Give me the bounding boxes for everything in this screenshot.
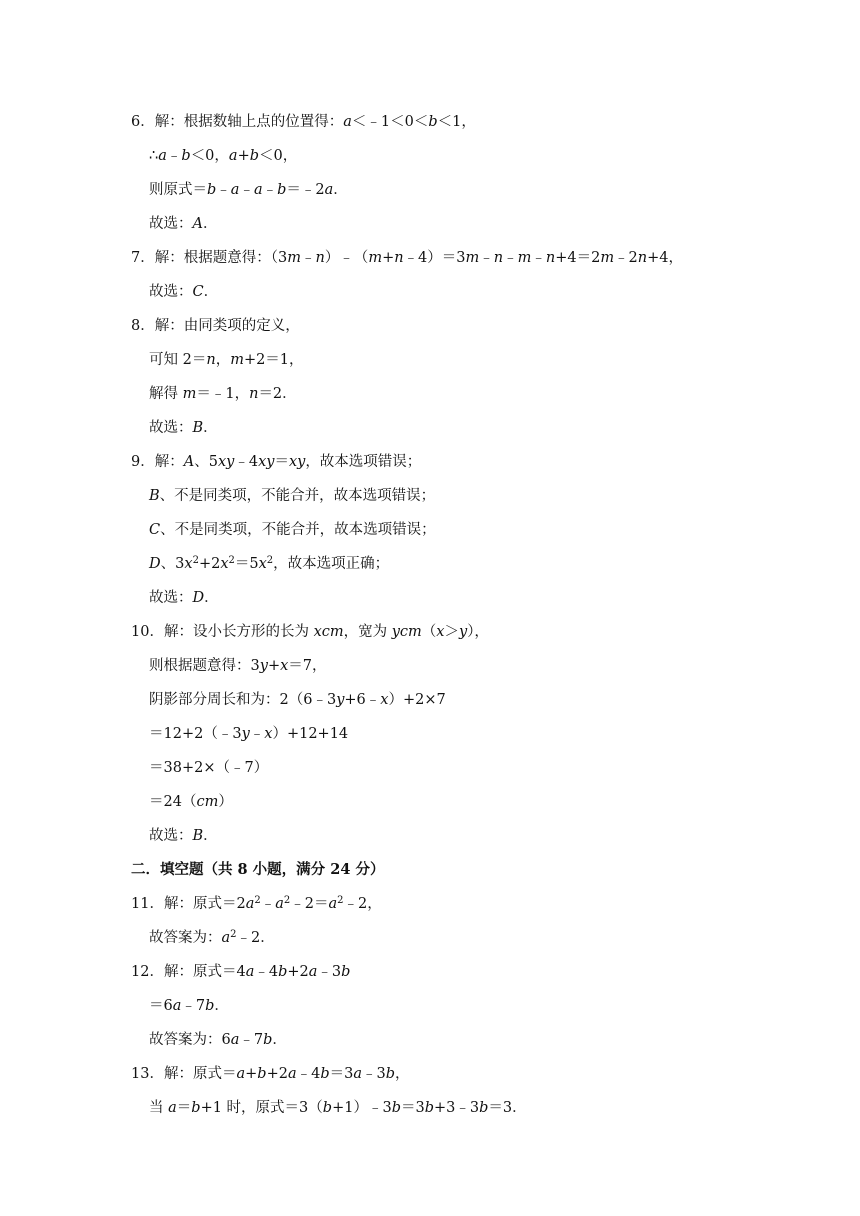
- question-number: 10．: [131, 624, 164, 640]
- question-number: 7．: [131, 250, 155, 266]
- q8-answer: 故选：B．: [149, 420, 218, 436]
- q12-line-1: 12．解：原式＝4a﹣4b+2a﹣3b: [131, 964, 351, 980]
- question-number: 11．: [131, 896, 164, 912]
- q10-line-5: ＝38+2×（﹣7）: [149, 760, 269, 776]
- q12-line-2: ＝6a﹣7b．: [149, 998, 229, 1014]
- q12-answer: 故答案为：6a﹣7b．: [149, 1032, 287, 1048]
- question-number: 6．: [131, 114, 155, 130]
- q9-line-3: C、不是同类项，不能合并，故本选项错误；: [149, 522, 436, 538]
- q9-line-2: B、不是同类项，不能合并，故本选项错误；: [149, 488, 436, 504]
- q6-line-3: 则原式＝b﹣a﹣a﹣b＝﹣2a．: [149, 182, 348, 198]
- question-number: 13．: [131, 1066, 164, 1082]
- q9-line-1: 9．解：A、5xy﹣4xy＝xy，故本选项错误；: [131, 454, 422, 470]
- q10-line-1: 10．解：设小长方形的长为 xcm，宽为 ycm（x＞y），: [131, 624, 489, 640]
- q10-answer: 故选：B．: [149, 828, 218, 844]
- q8-line-2: 可知 2＝n，m+2＝1，: [149, 352, 304, 368]
- question-number: 12．: [131, 964, 164, 980]
- q8-line-3: 解得 m＝﹣1，n＝2．: [149, 386, 297, 402]
- q9-answer: 故选：D．: [149, 590, 219, 606]
- q7-line-1: 7．解：根据题意得：（3m﹣n）﹣（m+n﹣4）＝3m﹣n﹣m﹣n+4＝2m﹣2n+4，: [131, 250, 684, 266]
- q13-line-1: 13．解：原式＝a+b+2a﹣4b＝3a﹣3b，: [131, 1066, 410, 1082]
- q9-line-4: D、$3x^2+2x^2=5x^2$，故本选项正确；: [149, 555, 390, 572]
- q6-answer: 故选：A．: [149, 216, 218, 232]
- question-number: 9．: [131, 454, 155, 470]
- question-number: 8．: [131, 318, 155, 334]
- q8-line-1: 8．解：由同类项的定义，: [131, 318, 300, 334]
- q6-line-2: ∴a﹣b＜0，a+b＜0，: [149, 148, 298, 164]
- q10-line-6: ＝24（cm）: [149, 794, 233, 810]
- q10-line-3: 阴影部分周长和为：2（6﹣3y+6﹣x）+2×7: [149, 692, 446, 708]
- q7-answer: 故选：C．: [149, 284, 219, 300]
- q10-line-4: ＝12+2（﹣3y﹣x）+12+14: [149, 726, 349, 742]
- q13-line-2: 当 a＝b+1 时，原式＝3（b+1）﹣3b＝3b+3﹣3b＝3．: [149, 1100, 527, 1116]
- q11-answer: 故答案为：$a^2﹣2$．: [149, 929, 275, 946]
- q10-line-2: 则根据题意得：3y+x＝7，: [149, 658, 327, 674]
- q11-line-1: 11．解：原式$=2a^2﹣a^2﹣2=a^2﹣2$，: [131, 895, 382, 912]
- q6-line-1: 6．解：根据数轴上点的位置得：a＜﹣1＜0＜b＜1，: [131, 114, 476, 130]
- section-heading: 二．填空题（共 8 小题，满分 24 分）: [131, 861, 385, 878]
